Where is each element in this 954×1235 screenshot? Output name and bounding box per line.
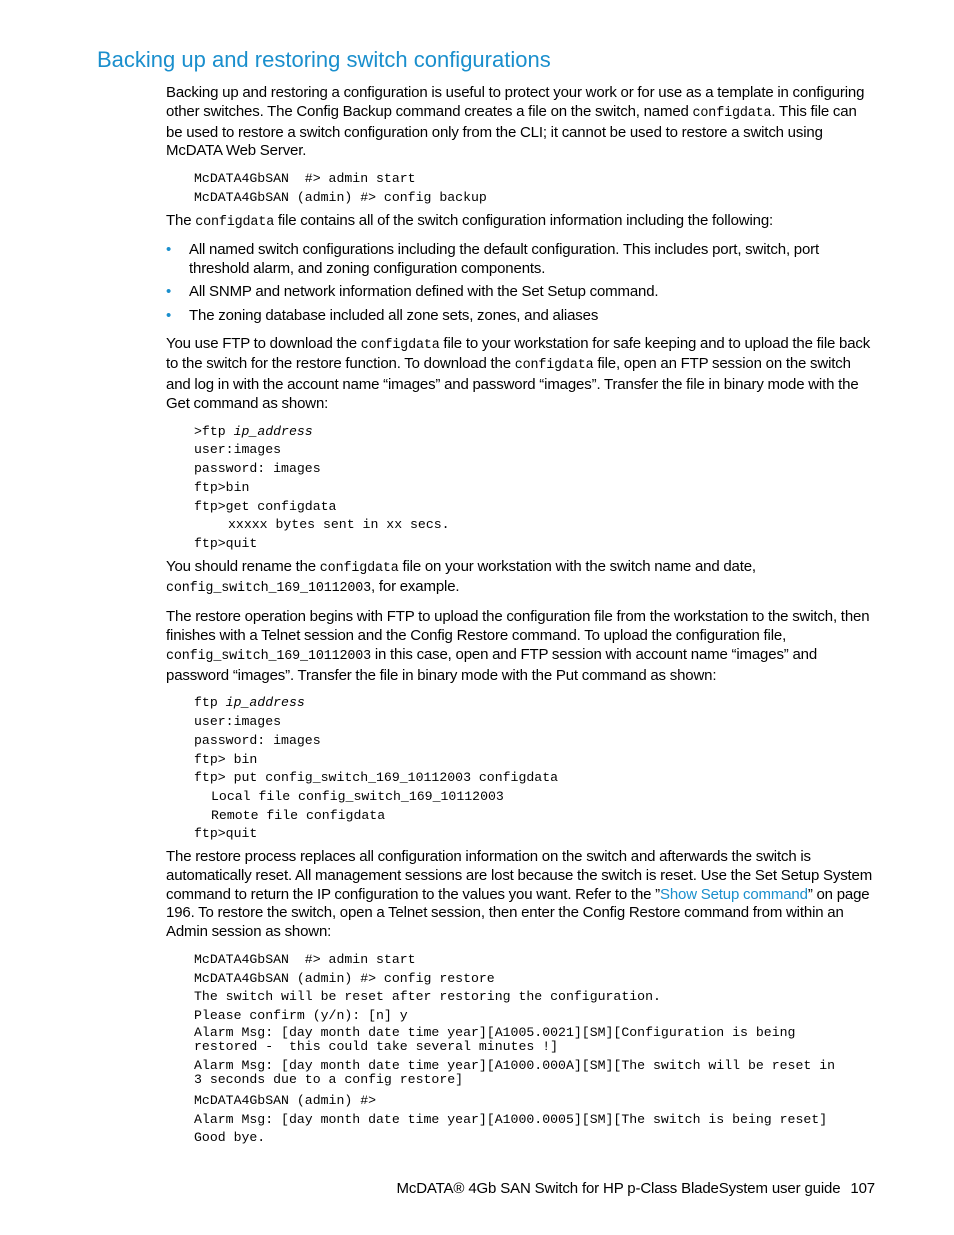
code-line (194, 423, 876, 442)
code-command: ftp (194, 695, 226, 711)
code-line: Local file config_switch_169_10112003 (211, 788, 504, 804)
code-line: 3 seconds due to a config restore] (194, 1072, 464, 1088)
page-number: 107 (850, 1180, 875, 1197)
code-block-upload (194, 694, 876, 844)
rename-code-configdata: configdata (319, 560, 399, 576)
intro-text-1: Backing up and restoring a configuration is useful to protect your work or for use as a template in configuring other switches. The Config Backup command creates a file on the switch, named (166, 84, 865, 120)
code-line: ftp> put config_switch_169_10112003 configdata (194, 770, 559, 786)
code-line: user:images (194, 442, 282, 458)
code-block-download (194, 423, 876, 554)
code-wrapped-line (194, 1059, 876, 1088)
ftp-text-2: file to your workstation for safe keeping and to upload the file back to the switch for the restore function. To download the (166, 334, 871, 373)
ftp-paragraph (166, 335, 876, 414)
code-line (194, 694, 876, 713)
code-command: >ftp (194, 423, 234, 439)
code-line: Alarm Msg: [day month date time year][A1000.000A][SM][The switch will be reset in (194, 1057, 836, 1073)
code-block-backup (194, 170, 876, 207)
contents-bullet-list (166, 241, 876, 325)
section-heading: Backing up and restoring switch configurations (97, 47, 551, 72)
bullet-icon: • (166, 241, 172, 259)
contents-code-configdata: configdata (195, 214, 275, 230)
code-line: McDATA4GbSAN #> admin start (194, 952, 416, 968)
code-line: ftp>quit (194, 826, 258, 842)
ftp-text-1: You use FTP to download the (166, 334, 361, 352)
process-text-1: The restore process replaces all configuration information on the switch and afterwards the switch is automatically reset. All management sessions are lost because the switch is reset. Use the Set Setup System command to return the IP configuration to the values you want. Refer to the ” (166, 848, 873, 903)
contents-text-1: The (166, 211, 196, 229)
show-setup-command-link[interactable]: Show Setup command (660, 885, 808, 903)
page-footer (397, 1180, 875, 1197)
code-line: ftp>get configdata (194, 498, 337, 514)
bullet-item (166, 283, 876, 302)
bullet-text: All SNMP and network information defined with the Set Setup command. (189, 283, 659, 301)
restore-text-1: The restore operation begins with FTP to upload the configuration file from the workstation to the switch, then finishes with a Telnet session and the Config Restore command. To upload the configuration file, (166, 608, 870, 645)
intro-paragraph (166, 84, 876, 161)
bullet-text: The zoning database included all zone sets, zones, and aliases (189, 306, 599, 324)
code-line: ftp>quit (194, 535, 258, 551)
code-argument: ip_address (225, 695, 305, 711)
rename-paragraph (166, 558, 876, 600)
restore-paragraph (166, 608, 876, 685)
code-line: McDATA4GbSAN #> admin start (194, 171, 416, 187)
rename-text-3: , for example. (371, 578, 460, 596)
restore-text-2: in this case, open and FTP session with account name “images” and password “images”. Transfer the file in binary mode with the Put command as shown: (166, 645, 818, 684)
bullet-icon: • (166, 306, 172, 324)
bullet-text: All named switch configurations including the default configuration. This includes port, switch, port threshold alarm, and zoning configuration components. (189, 241, 820, 278)
code-line: xxxxx bytes sent in xx secs. (228, 517, 450, 533)
process-text-2: ” on page 196. To restore the switch, open a Telnet session, then enter the Config Restore command from within an Admin session as shown: (166, 885, 870, 941)
code-line: Good bye. (194, 1130, 266, 1146)
ftp-code-configdata: configdata (360, 337, 440, 353)
rename-text-2: file on your workstation with the switch name and date, (398, 557, 756, 575)
bullet-icon: • (166, 283, 172, 301)
restore-code-filename: config_switch_169_10112003 (166, 648, 372, 664)
code-line: ftp>bin (194, 479, 250, 495)
ftp-code-configdata-2: configdata (514, 358, 594, 374)
code-wrapped-line (194, 1026, 876, 1055)
body-column (166, 84, 876, 1152)
code-line: password: images (194, 461, 321, 477)
footer-title: McDATA® 4Gb SAN Switch for HP p-Class BladeSystem user guide (396, 1180, 841, 1197)
bullet-item (166, 307, 876, 326)
code-line: user:images (194, 714, 282, 730)
code-line: Please confirm (y/n): [n] y (194, 1008, 408, 1024)
rename-text-1: You should rename the (166, 557, 320, 575)
code-line: restored - this could take several minutes !] (194, 1039, 559, 1055)
contents-text-2: file contains all of the switch configuration information including the following: (274, 211, 774, 229)
code-line: ftp> bin (194, 751, 258, 767)
code-line: password: images (194, 732, 321, 748)
intro-code-configdata: configdata (692, 105, 772, 121)
code-argument: ip_address (233, 423, 313, 439)
code-line: McDATA4GbSAN (admin) #> (194, 1092, 377, 1108)
code-line: McDATA4GbSAN (admin) #> config backup (194, 189, 487, 205)
code-block-restore (194, 951, 876, 1148)
ftp-text-3: file, open an FTP session on the switch and log in with the account name “images” and password “images”. Transfer the file in binary mode with the Get command as shown: (166, 355, 859, 412)
intro-text-2: . This file can be used to restore a switch configuration only from the CLI; it cannot be used to restore a switch using McDATA Web Server. (166, 102, 857, 160)
process-paragraph (166, 848, 876, 942)
code-line: Remote file configdata (211, 807, 386, 823)
contents-paragraph (166, 212, 876, 233)
code-line: McDATA4GbSAN (admin) #> config restore (194, 970, 495, 986)
code-line: The switch will be reset after restoring the configuration. (194, 989, 661, 1005)
code-line: Alarm Msg: [day month date time year][A1000.0005][SM][The switch is being reset] (194, 1111, 828, 1127)
code-line: Alarm Msg: [day month date time year][A1005.0021][SM][Configuration is being (194, 1024, 796, 1040)
rename-code-filename: config_switch_169_10112003 (166, 581, 372, 597)
bullet-item (166, 241, 876, 279)
